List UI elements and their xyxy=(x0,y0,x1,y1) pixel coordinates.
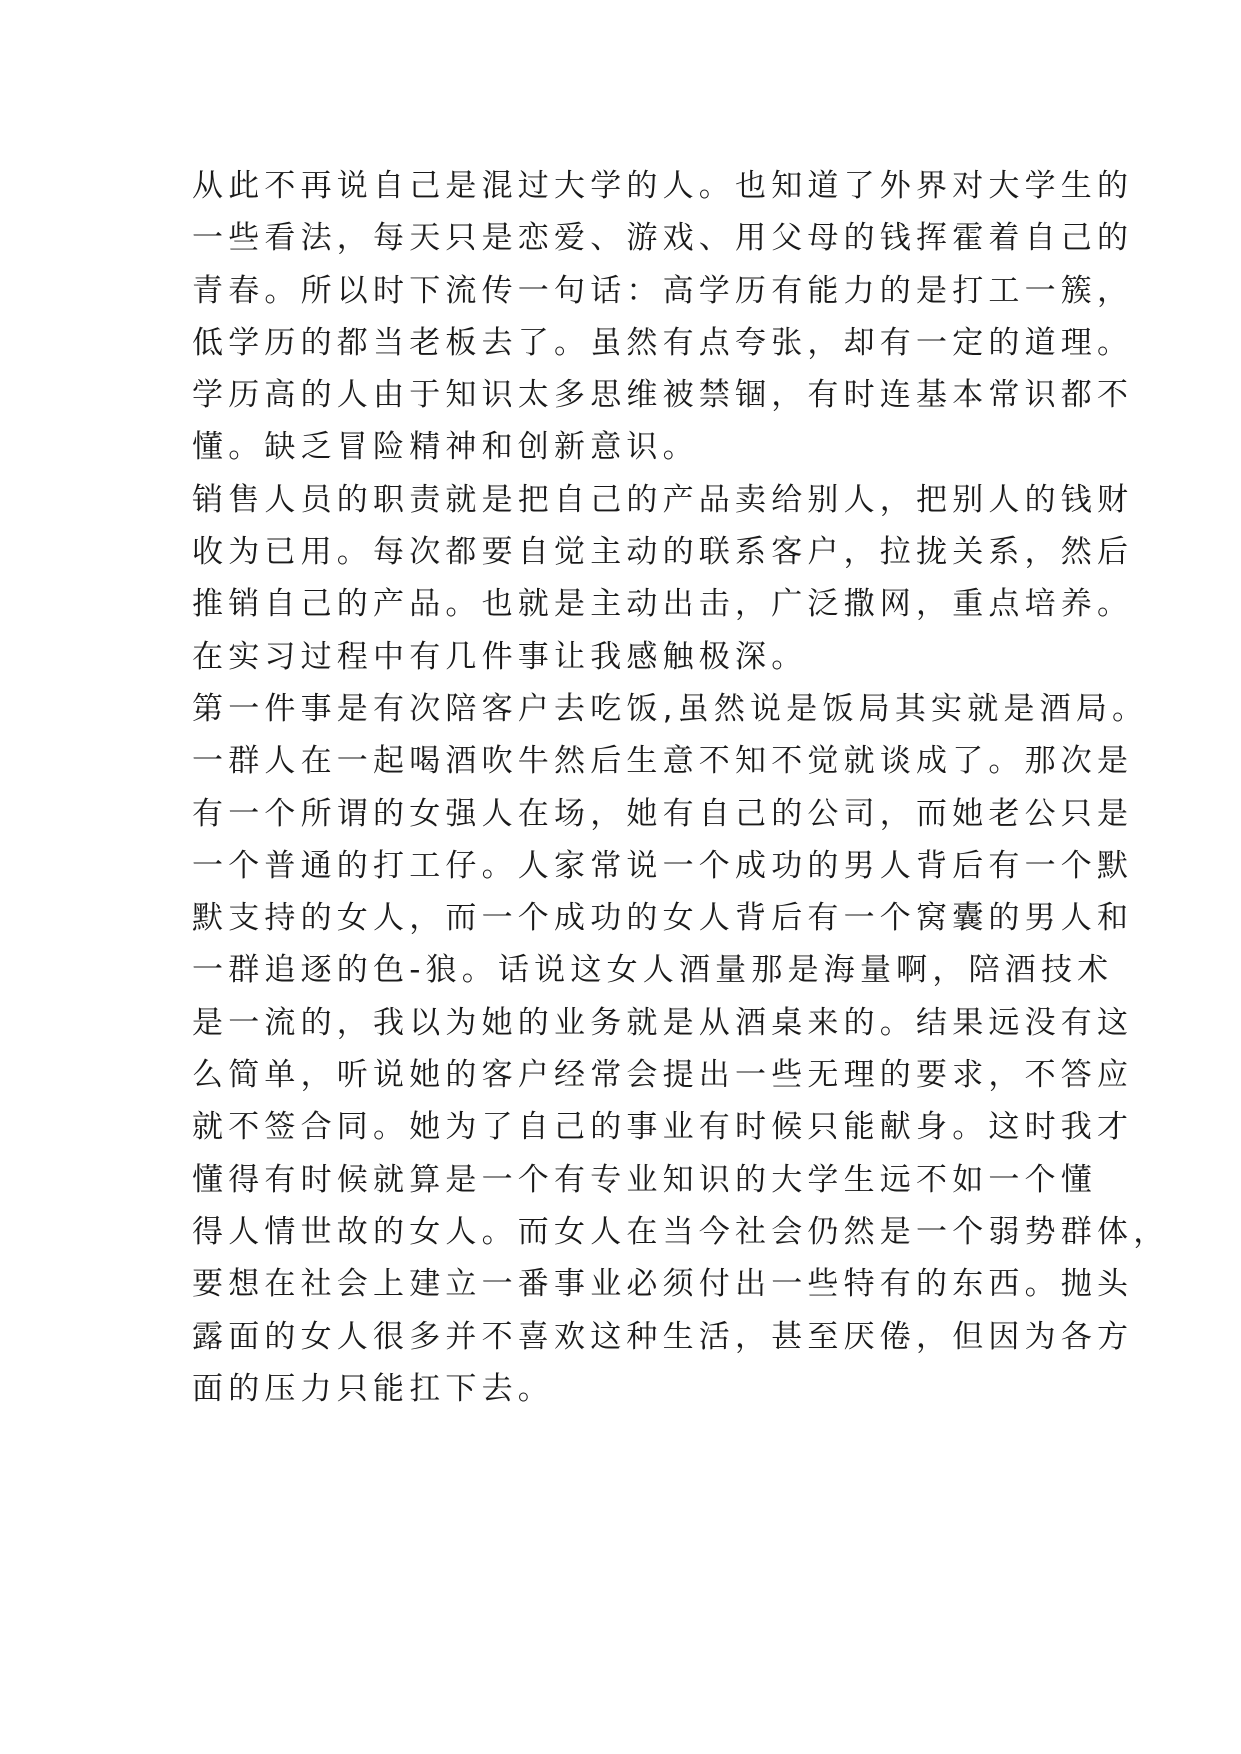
text-line: 青春。所以时下流传一句话：高学历有能力的是打工一簇， xyxy=(192,272,1134,309)
text-line: 要想在社会上建立一番事业必须付出一些特有的东西。抛头 xyxy=(192,1266,1134,1303)
text-line: 第一件事是有次陪客户去吃饭,虽然说是饭局其实就是酒局。 xyxy=(192,690,1149,727)
text-line: 面的压力只能扛下去。 xyxy=(192,1370,554,1407)
text-line: 学历高的人由于知识太多思维被禁锢，有时连基本常识都不 xyxy=(192,377,1134,414)
text-line: 是一流的，我以为她的业务就是从酒桌来的。结果远没有这 xyxy=(192,1004,1134,1041)
text-line: 懂得有时候就算是一个有专业知识的大学生远不如一个懂 xyxy=(192,1161,1097,1198)
text-line: 就不签合同。她为了自己的事业有时候只能献身。这时我才 xyxy=(192,1109,1134,1146)
text-line: 一群追逐的色-狼。话说这女人酒量那是海量啊，陪酒技术 xyxy=(192,952,1114,989)
text-line: 收为已用。每次都要自觉主动的联系客户，拉拢关系，然后 xyxy=(192,534,1134,571)
text-line: 销售人员的职责就是把自己的产品卖给别人，把别人的钱财 xyxy=(192,481,1134,518)
text-line: 一群人在一起喝酒吹牛然后生意不知不觉就谈成了。那次是 xyxy=(192,743,1134,780)
text-line: 一个普通的打工仔。人家常说一个成功的男人背后有一个默 xyxy=(192,847,1134,884)
text-line: 推销自己的产品。也就是主动出击，广泛撒网，重点培养。 xyxy=(192,586,1134,623)
text-line: 从此不再说自己是混过大学的人。也知道了外界对大学生的 xyxy=(192,168,1134,204)
text-line: 默支持的女人，而一个成功的女人背后有一个窝囊的男人和 xyxy=(192,900,1134,937)
text-line: 有一个所谓的女强人在场，她有自己的公司，而她老公只是 xyxy=(192,795,1134,832)
text-line: 懂。缺乏冒险精神和创新意识。 xyxy=(192,429,699,466)
text-line: 低学历的都当老板去了。虽然有点夸张，却有一定的道理。 xyxy=(192,324,1134,361)
text-line: 在实习过程中有几件事让我感触极深。 xyxy=(192,638,808,675)
text-line: 得人情世故的女人。而女人在当今社会仍然是一个弱势群体， xyxy=(192,1213,1170,1250)
text-line: 一些看法，每天只是恋爱、游戏、用父母的钱挥霍着自己的 xyxy=(192,220,1134,257)
body-text xyxy=(192,160,1170,1415)
text-line: 露面的女人很多并不喜欢这种生活，甚至厌倦，但因为各方 xyxy=(192,1318,1134,1355)
text-line: 么简单，听说她的客户经常会提出一些无理的要求，不答应 xyxy=(192,1057,1134,1094)
